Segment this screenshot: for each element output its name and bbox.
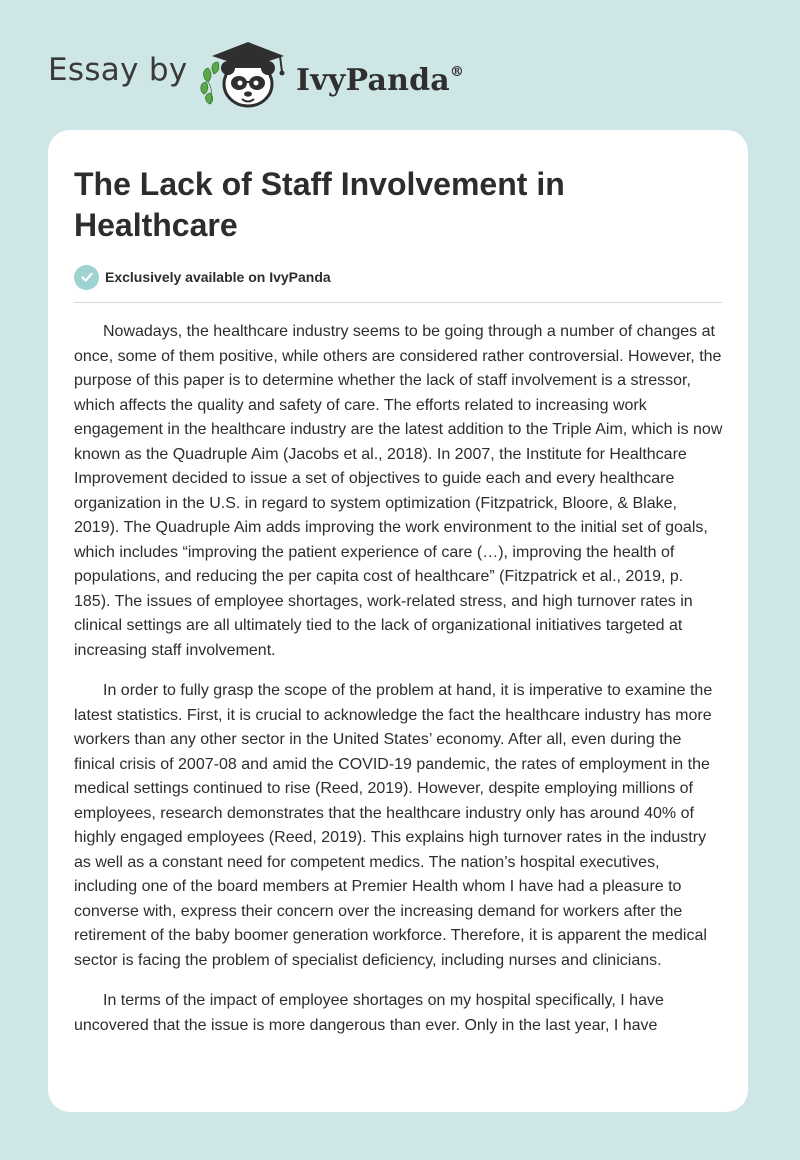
essay-body xyxy=(74,320,724,1054)
check-circle-icon xyxy=(74,265,99,290)
exclusive-badge-label: Exclusively available on IvyPanda xyxy=(105,269,331,285)
essay-card xyxy=(48,130,748,1112)
brand-name-text: IvyPanda xyxy=(296,63,450,98)
essay-title: The Lack of Staff Involvement in Healthcare xyxy=(74,166,565,243)
essay-paragraph: In terms of the impact of employee shortages on my hospital specifically, I have uncovered that the issue is more dangerous than ever. Only in the last year, I have xyxy=(74,992,664,1034)
exclusive-badge xyxy=(74,264,331,290)
brand-name[interactable] xyxy=(296,52,464,101)
title-divider xyxy=(74,302,722,303)
registered-mark: ® xyxy=(449,64,465,80)
panda-graduate-logo-icon[interactable] xyxy=(200,38,292,110)
essay-by-label: Essay by xyxy=(48,52,188,88)
essay-paragraph: In order to fully grasp the scope of the problem at hand, it is imperative to examine the latest statistics. First, it is crucial to acknowledge the fact the healthcare industry has more workers than any other sector in the United States’ economy. After all, even during the finical crisis of 2007-08 and amid the COVID-19 pandemic, the rates of employment in the medical settings continued to rise (Reed, 2019). However, despite employing millions of employees, research demonstrates that the healthcare industry only has around 40% of highly engaged employees (Reed, 2019). This explains high turnover rates in the industry as well as a constant need for competent medics. The nation’s hospital executives, including one of the board members at Premier Health whom I have had a pleasure to converse with, express their concern over the increasing demand for workers after the retirement of the baby boomer generation workforce. Therefore, it is apparent the medical sector is facing the problem of specialist deficiency, including nurses and clinicians. xyxy=(74,682,713,969)
site-header xyxy=(0,0,800,130)
essay-paragraph: Nowadays, the healthcare industry seems to be going through a number of changes at once, some of them positive, while others are considered rather controversial. However, the purpose of this paper is to determine whether the lack of staff involvement is a stressor, which affects the quality and safety of care. The efforts related to increasing work engagement in the healthcare industry are the latest addition to the Triple Aim, which is now known as the Quadruple Aim (Jacobs et al., 2018). In 2007, the Institute for Healthcare Improvement decided to issue a set of objectives to guide each and every healthcare organization in the U.S. in regard to system optimization (Fitzpatrick, Bloore, & Blake, 2019). The Quadruple Aim adds improving the work environment to the initial set of goals, which includes “improving the patient experience of care (…), improving the health of populations, and reducing the per capita cost of healthcare” (Fitzpatrick et al., 2019, p. 185). The issues of employee shortages, work-related stress, and high turnover rates in clinical settings are all ultimately tied to the lack of organizational initiatives targeted at increasing staff involvement. xyxy=(74,323,723,659)
ivy-leaves-icon xyxy=(201,62,219,104)
